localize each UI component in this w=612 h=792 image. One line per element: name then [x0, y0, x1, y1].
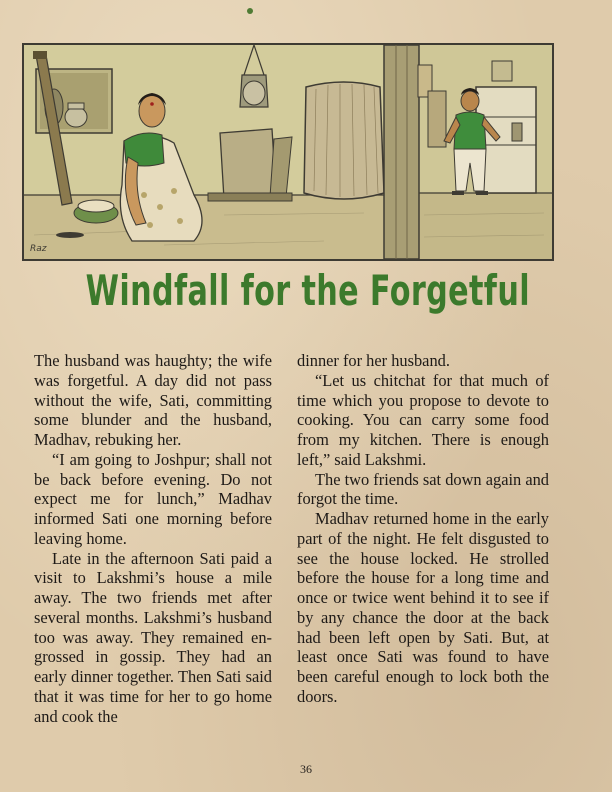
grain-drum	[304, 82, 384, 199]
story-title: Windfall for the Forgetful	[85, 266, 530, 315]
paragraph: The husband was haughty; the wife was forgetful. A day did not pass without the wife, Sati, committing some blunder and the husband, Madhav, rebuking her.	[34, 351, 272, 449]
paragraph: “Let us chitchat for that much of time which you propose to devote to cooking. You can carry some food from my kitchen. There is enough left,” said Lakshmi.	[297, 370, 549, 469]
text-column-left	[34, 351, 272, 726]
paragraph: Late in the afternoon Sati paid a visit to Lakshmi’s house a mile away. The two friends met after several months. Lakshmi’s husband too was away. They remained engrossed in gossip. They had an early dinner together. Then Sati said that it was time for her to go home and cook the	[34, 548, 272, 726]
page-number: 36	[300, 762, 312, 776]
artist-signature: Raz	[30, 244, 47, 254]
decorative-dot	[247, 8, 253, 14]
paragraph: dinner for her husband.	[297, 351, 450, 370]
text-column-right	[297, 351, 549, 707]
paragraph: “I am going to Joshpur; shall not be back before evening. Do not expect me for lunch,” Madhav informed Sati one morning before leaving home.	[34, 449, 272, 548]
paragraph: The two friends sat down again and forgot the time.	[297, 469, 549, 509]
story-illustration	[22, 43, 554, 261]
pillar	[384, 45, 419, 259]
paragraph: Madhav returned home in the early part of the night. He felt disgusted to see the house locked. He strolled before the house for a long time and once or twice went behind it to see if by any chance the door at the back had been left open by Sati. But, at least once Sati was found to have been careful enough to lock both the doors.	[297, 509, 549, 706]
